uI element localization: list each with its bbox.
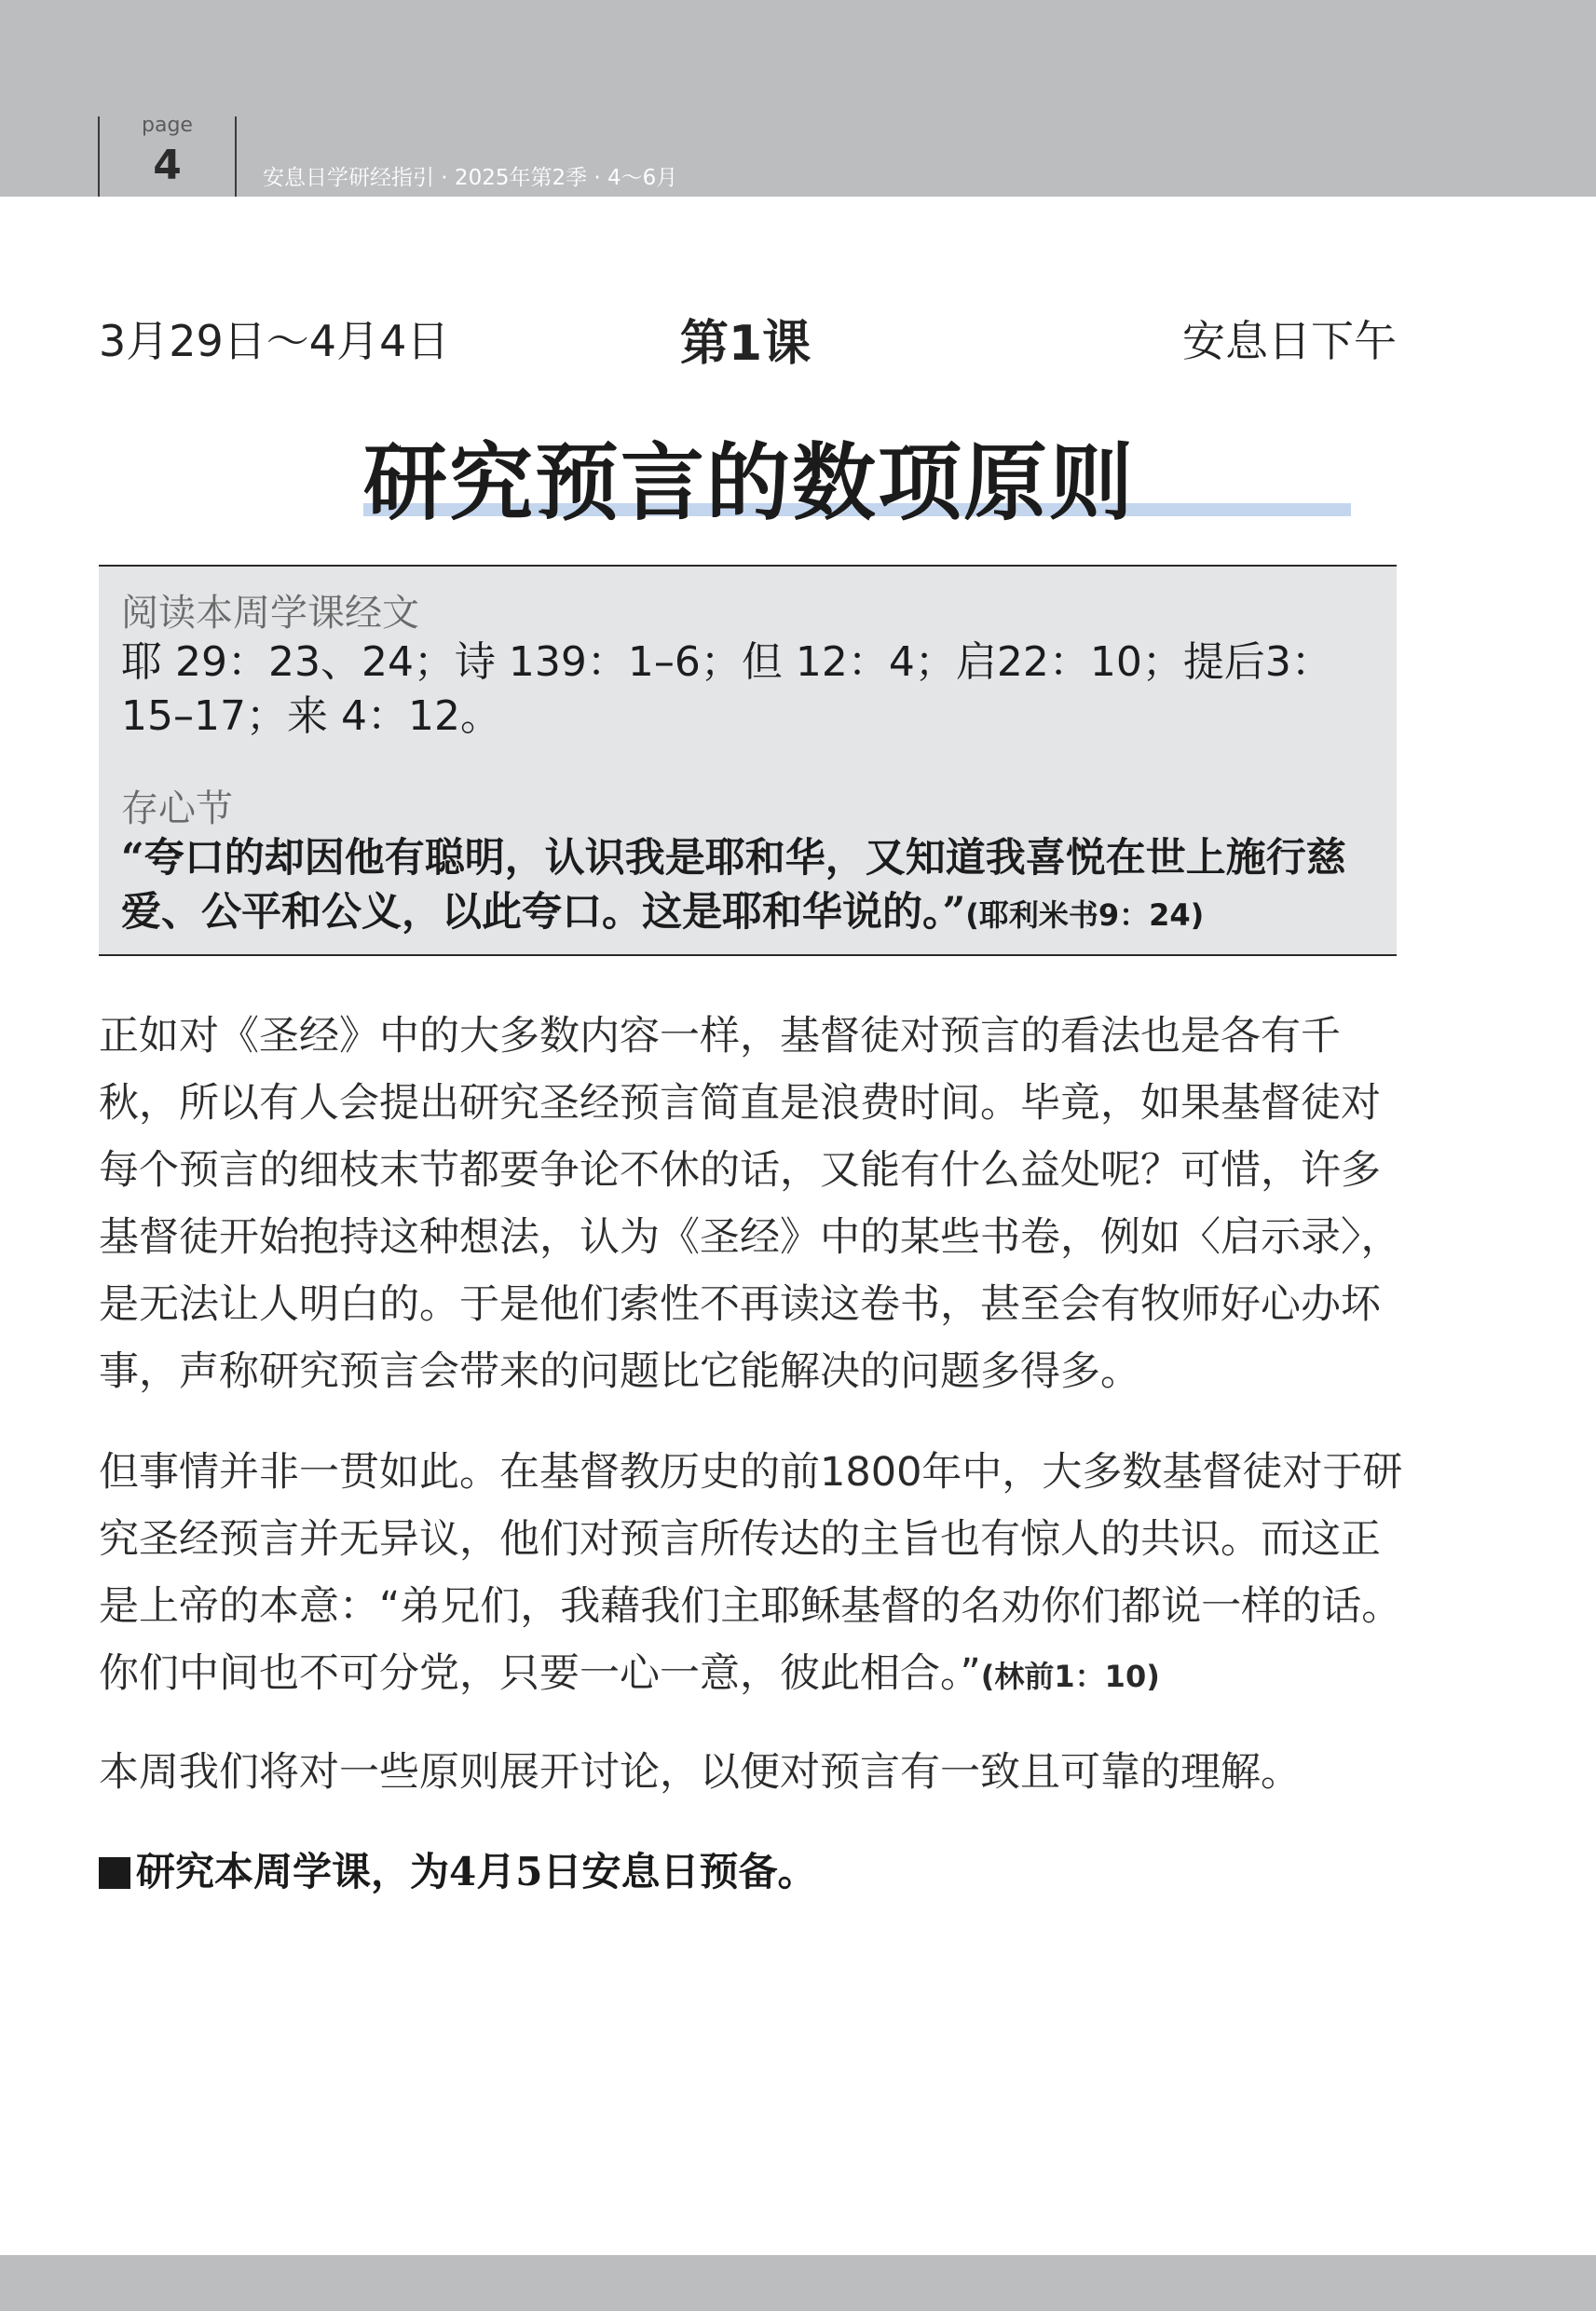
body-paragraph-3: 本周我们将对一些原则展开讨论，以便对预言有一致且可靠的理解。 — [99, 1749, 1301, 1796]
memory-verse-heading: 存心节 — [121, 787, 233, 830]
lesson-title: 研究预言的数项原则 — [363, 433, 1135, 532]
reading-passages: 耶 29：23、24；诗 139：1–6；但 12：4；启22：10；提后3：15–17；来 4：12。 — [121, 638, 1332, 740]
page-number: 4 — [153, 142, 182, 189]
study-note-text: 研究本周学课，为4月5日安息日预备。 — [136, 1849, 817, 1894]
weekly-reading-box — [99, 565, 1397, 956]
body-paragraph-1: 正如对《圣经》中的大多数内容一样，基督徒对预言的看法也是各有千秋，所以有人会提出研究圣经预言简直是浪费时间。毕竟，如果基督徒对每个预言的细枝末节都要争论不休的话，又能有什么益处呢？可惜，许多基督徒开始抱持这种想法，认为《圣经》中的某些书卷，例如〈启示录〉，是无法让人明白的。于是他们索性不再读这卷书，甚至会有牧师好心办坏事，声称研究预言会带来的问题比它能解决的问题多得多。 — [99, 1013, 1401, 1395]
body-paragraph-2-text: 但事情并非一贯如此。在基督教历史的前1800年中，大多数基督徒对于研究圣经预言并无异议，他们对预言所传达的主旨也有惊人的共识。而这正是上帝的本意：“弟兄们，我藉我们主耶稣基督的名劝你们都说一样的话。你们中间也不可分党，只要一心一意，彼此相合。” — [99, 1449, 1403, 1697]
memory-verse-text: “夸口的却因他有聪明，认识我是耶和华，又知道我喜悦在世上施行慈爱、公平和公义，以此夸口。这是耶和华说的。” — [121, 835, 1346, 936]
lesson-number: 第1课 — [679, 316, 812, 372]
lesson-date-range: 3月29日～4月4日 — [99, 316, 450, 366]
page-label: page — [142, 114, 193, 137]
publication-title: 安息日学研经指引 · 2025年第2季 · 4～6月 — [263, 166, 678, 190]
square-bullet-icon — [99, 1857, 130, 1889]
memory-verse — [121, 831, 1388, 942]
reading-heading: 阅读本周学课经文 — [121, 592, 419, 635]
header-divider-right — [235, 116, 237, 197]
lesson-day: 安息日下午 — [1182, 316, 1397, 366]
page-footer — [0, 2255, 1596, 2311]
memory-verse-reference: (耶利米书9：24) — [965, 897, 1205, 933]
body-paragraph-2-reference: (林前1：10) — [980, 1659, 1160, 1694]
study-note — [99, 1841, 816, 1897]
body-paragraph-2 — [99, 1439, 1403, 1710]
page-header — [0, 0, 1596, 197]
